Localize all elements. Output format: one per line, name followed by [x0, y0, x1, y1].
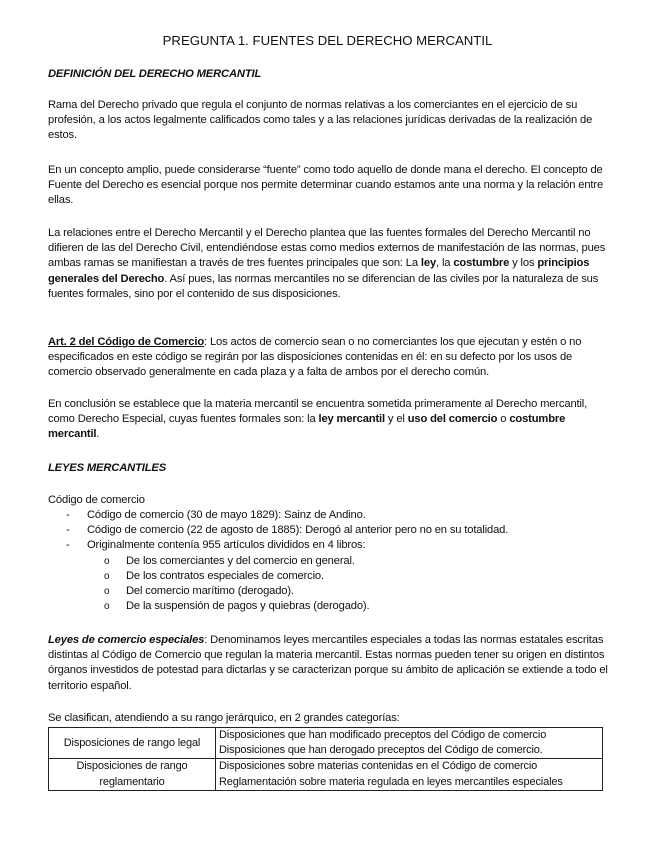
sublist-item: o De los contratos especiales de comercio. — [87, 569, 608, 584]
table-row — [49, 759, 603, 790]
leyes-especiales-lead: Leyes de comercio especiales — [48, 634, 205, 646]
page-title: PREGUNTA 1. FUENTES DEL DERECHO MERCANTIL — [162, 33, 493, 48]
table-line: Disposiciones sobre materias contenidas en el Código de comercio — [219, 760, 538, 773]
paragraph-leyes-especiales — [48, 633, 610, 694]
list-item: - Código de comercio (30 de mayo 1829): Sainz de Andino. — [48, 508, 608, 523]
table-line: Reglamentación sobre materia regulada en leyes mercantiles especiales — [219, 775, 563, 788]
table-cell-detail — [216, 759, 603, 790]
paragraph-clasifican: Se clasifican, atendiendo a su rango jerárquico, en 2 grandes categorías: — [48, 712, 400, 724]
codigo-label: Código de comercio — [48, 494, 145, 506]
list-item: - Código de comercio (22 de agosto de 1885): Derogó al anterior pero no en su totalidad. — [48, 523, 608, 538]
text-run: y el — [384, 413, 408, 426]
sublist-item: o De los comerciantes y del comercio en general. — [87, 554, 608, 569]
table-cell-category: Disposiciones de rango reglamentario — [49, 759, 216, 790]
text-run: y los — [509, 257, 538, 270]
text-run: . Así pues, las normas mercantiles no se diferencian de las civiles por la naturaleza de sus fuentes formales, sino por el contenido de sus disposiciones. — [48, 272, 599, 300]
paragraph-conclusion — [48, 397, 610, 443]
codigo-list — [48, 508, 608, 614]
classification-table — [48, 727, 603, 791]
text-run: , la — [436, 257, 454, 270]
table-line: Disposiciones que han modificado preceptos del Código de comercio — [219, 729, 547, 741]
libros-list — [87, 554, 608, 615]
paragraph-rama: Rama del Derecho privado que regula el conjunto de normas relativas a los comerciantes en el ejercicio de su profesión, a los actos legalmente calificados como tales y a las relaciones jurídicas derivadas de la realización de estos. — [48, 99, 593, 142]
text-run: La relaciones entre el Derecho Mercantil y el Derecho plantea que las fuentes formales del Derecho Mercantil no difieren de las del Derecho Civil, entendiéndose estas como medios externos de manifestación de las normas, pues ambas ramas se manifiestan a través de tres fuentes principales que son: La — [48, 227, 606, 270]
list-item — [48, 538, 608, 614]
table-cell-detail — [216, 728, 603, 759]
bold-term-ley: ley — [420, 257, 437, 270]
text-run: : Los actos de comercio sean o no comerciantes los que ejecutan y estén o no especificados en este código se regirán por las disposiciones contenidas en él: en su defecto por los usos de comercio observado generalmente en cada plaza y a falta de ambos por el derecho común. — [48, 336, 582, 379]
section-heading-leyes: LEYES MERCANTILES — [48, 462, 167, 474]
bold-term-principios: principios generales del Derecho — [48, 257, 590, 285]
text-run: o — [497, 413, 510, 426]
sublist-item: o De la suspensión de pagos y quiebras (derogado). — [87, 599, 608, 614]
text-run: En conclusión se establece que la materia mercantil se encuentra sometida primeramente al Derecho mercantil, como Derecho Especial, cuyas fuentes formales son: la — [48, 398, 588, 426]
bold-term-costumbre: costumbre — [453, 257, 510, 270]
paragraph-art2 — [48, 335, 610, 381]
table-row — [49, 728, 603, 759]
bold-term-ley-mercantil: ley mercantil — [318, 413, 385, 426]
list-item-text: Originalmente contenía 955 artículos divididos en 4 libros: — [87, 539, 366, 552]
sublist-item: o Del comercio marítimo (derogado). — [87, 584, 608, 599]
bold-term-costumbre-mercantil: costumbre mercantil — [48, 413, 566, 441]
table-cell-category: Disposiciones de rango legal — [49, 728, 216, 759]
bold-term-uso-comercio: uso del comercio — [407, 413, 498, 426]
table-line: Disposiciones que han derogado preceptos del Código de comercio. — [219, 744, 543, 757]
text-run: . — [96, 428, 100, 441]
text-run: : Denominamos leyes mercantiles especiales a todas las normas estatales escritas distintas al Código de Comercio que regulan la materia mercantil. Estas normas pueden tener su origen en distintos órganos investidos de potestad para dictarlas y se caracterizan porque su ámbito de aplicación se extiende a todo el territorio español. — [48, 634, 608, 692]
art2-reference: Art. 2 del Código de Comercio — [48, 336, 205, 348]
paragraph-fuente: En un concepto amplio, puede considerarse “fuente” como todo aquello de donde mana el derecho. El concepto de Fuente del Derecho es esencial porque nos permite determinar cuando estamos ante una norma y la relación entre ellas. — [48, 164, 604, 207]
section-heading-definicion: DEFINICIÓN DEL DERECHO MERCANTIL — [48, 68, 262, 80]
paragraph-relaciones — [48, 226, 610, 302]
